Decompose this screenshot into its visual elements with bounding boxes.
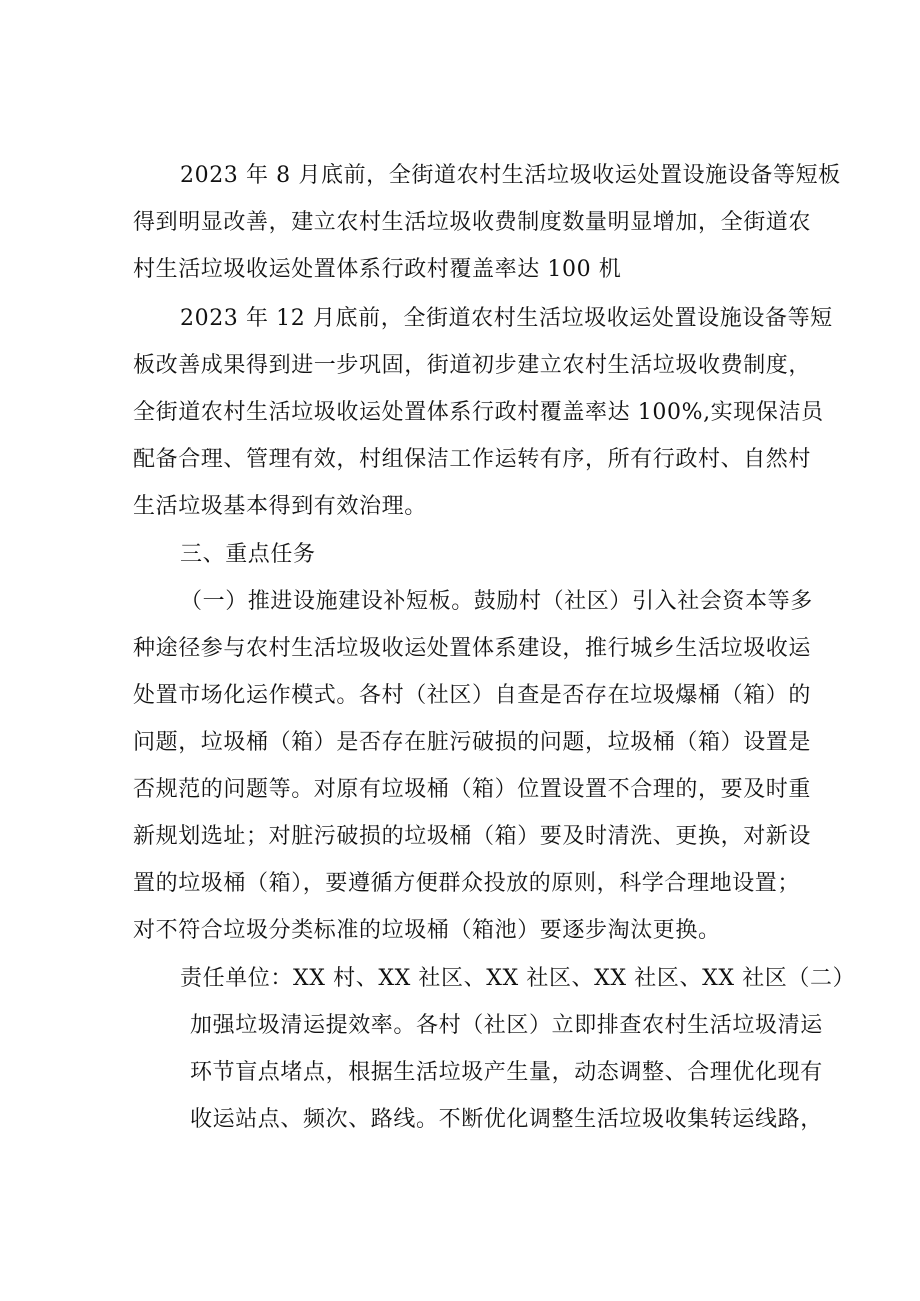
text-line: 环节盲点堵点，根据生活垃圾产生量，动态调整、合理优化现有 <box>190 1060 823 1085</box>
text-line: 2023 年 8 月底前，全街道农村生活垃圾收运处置设施设备等短板 <box>180 163 841 188</box>
text-line: 收运站点、频次、路线。不断优化调整生活垃圾收集转运线路， <box>190 1107 823 1132</box>
text-line: （一）推进设施建设补短板。鼓励村（社区）引入社会资本等多 <box>180 589 813 614</box>
text-line: 配备合理、管理有效，村组保洁工作运转有序，所有行政村、自然村 <box>133 447 812 472</box>
text-line: 2023 年 12 月底前，全街道农村生活垃圾收运处置设施设备等短 <box>180 306 833 331</box>
text-line: 生活垃圾基本得到有效治理。 <box>133 494 427 519</box>
text-line: 板改善成果得到进一步巩固，街道初步建立农村生活垃圾收费制度， <box>133 353 812 378</box>
text-line: 得到明显改善，建立农村生活垃圾收费制度数量明显增加，全街道农 <box>133 210 812 235</box>
text-line: 加强垃圾清运提效率。各村（社区）立即排查农村生活垃圾清运 <box>190 1013 823 1038</box>
section-heading: 三、重点任务 <box>180 542 316 567</box>
text-line: 置的垃圾桶（箱），要遵循方便群众投放的原则，科学合理地设置； <box>133 871 801 896</box>
text-line: 对不符合垃圾分类标准的垃圾桶（箱池）要逐步淘汰更换。 <box>133 918 721 943</box>
text-line: 村生活垃圾收运处置体系行政村覆盖率达 100 机 <box>133 257 622 282</box>
responsibility-line: 责任单位：XX 村、XX 社区、XX 社区、XX 社区、XX 社区（二） <box>180 966 856 991</box>
text-line: 处置市场化运作模式。各村（社区）自查是否存在垃圾爆桶（箱）的 <box>133 683 812 708</box>
text-line: 种途径参与农村生活垃圾收运处置体系建设，推行城乡生活垃圾收运 <box>133 636 812 661</box>
text-line: 问题，垃圾桶（箱）是否存在脏污破损的问题，垃圾桶（箱）设置是 <box>133 730 812 755</box>
text-line: 否规范的问题等。对原有垃圾桶（箱）位置设置不合理的，要及时重 <box>133 777 812 802</box>
text-line: 全街道农村生活垃圾收运处置体系行政村覆盖率达 100%,实现保洁员 <box>133 400 824 425</box>
text-line: 新规划选址；对脏污破损的垃圾桶（箱）要及时清洗、更换，对新设 <box>133 824 812 849</box>
